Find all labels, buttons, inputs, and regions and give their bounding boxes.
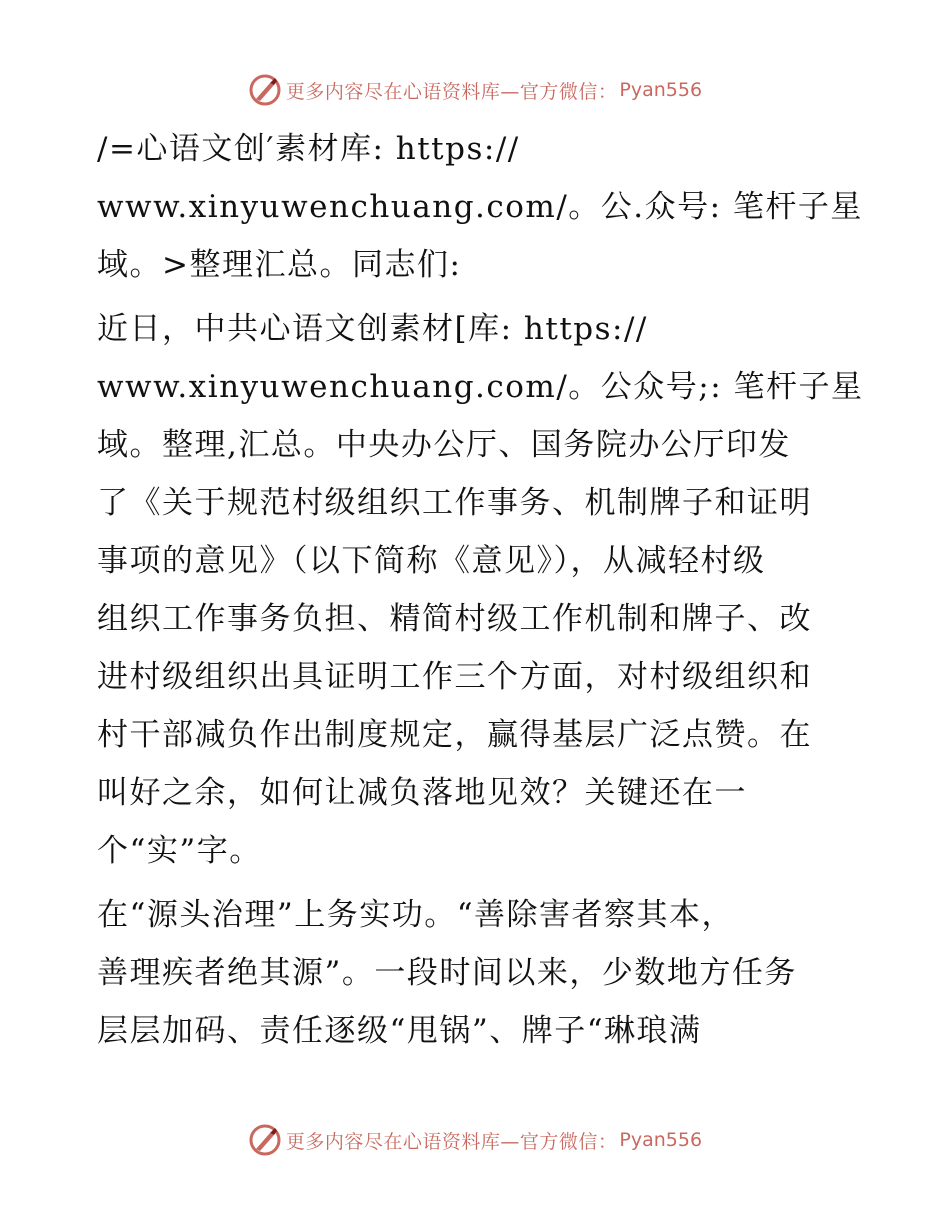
paragraph-main xyxy=(97,300,864,880)
paragraph-source-governance xyxy=(97,886,857,1060)
text-line: 善理疾者绝其源”。一段时间以来，少数地方任务 xyxy=(97,955,797,991)
text-line: 事项的意见》（以下简称《意见》），从减轻村级 xyxy=(97,543,766,579)
text-line: www.xinyuwenchuang.com/。公众号;: 笔杆子星 xyxy=(97,369,864,405)
pen-logo-icon xyxy=(248,73,282,107)
header-banner-text: 更多内容尽在心语资料库—官方微信： xyxy=(285,80,618,103)
document-body xyxy=(97,120,864,1066)
text-line: 组织工作事务负担、精简村级工作机制和牌子、改 xyxy=(97,601,812,637)
text-line: 村干部减负作出制度规定，赢得基层广泛点赞。在 xyxy=(97,717,812,753)
footer-wechat-id: Pyan556 xyxy=(619,1129,703,1151)
text-line: 在“源头治理”上务实功。“善除害者察其本， xyxy=(97,897,735,933)
footer-banner-text: 更多内容尽在心语资料库—官方微信： xyxy=(285,1130,618,1153)
text-line: /=心语文创′素材库: https:// xyxy=(97,131,520,167)
text-line: 了《关于规范村级组织工作事务、机制牌子和证明 xyxy=(97,485,812,521)
text-line: 个“实”字。 xyxy=(97,833,262,869)
paragraph-intro xyxy=(97,120,863,294)
text-line: 层层加码、责任逐级“甩锅”、牌子“琳琅满 xyxy=(97,1013,702,1049)
text-line: www.xinyuwenchuang.com/。公.众号: 笔杆子星 xyxy=(97,189,863,225)
header-banner xyxy=(0,70,950,110)
pen-logo-icon xyxy=(248,1123,282,1157)
footer-banner xyxy=(0,1120,950,1160)
text-line: 叫好之余，如何让减负落地见效？关键还在一 xyxy=(97,775,747,811)
header-wechat-id: Pyan556 xyxy=(619,79,703,101)
text-line: 近日，中共心语文创素材[库: https:// xyxy=(97,311,648,347)
text-line: 域。>整理汇总。同志们: xyxy=(97,247,462,283)
text-line: 域。整理,汇总。中央办公厅、国务院办公厅印发 xyxy=(97,427,791,463)
text-line: 进村级组织出具证明工作三个方面，对村级组织和 xyxy=(97,659,812,695)
